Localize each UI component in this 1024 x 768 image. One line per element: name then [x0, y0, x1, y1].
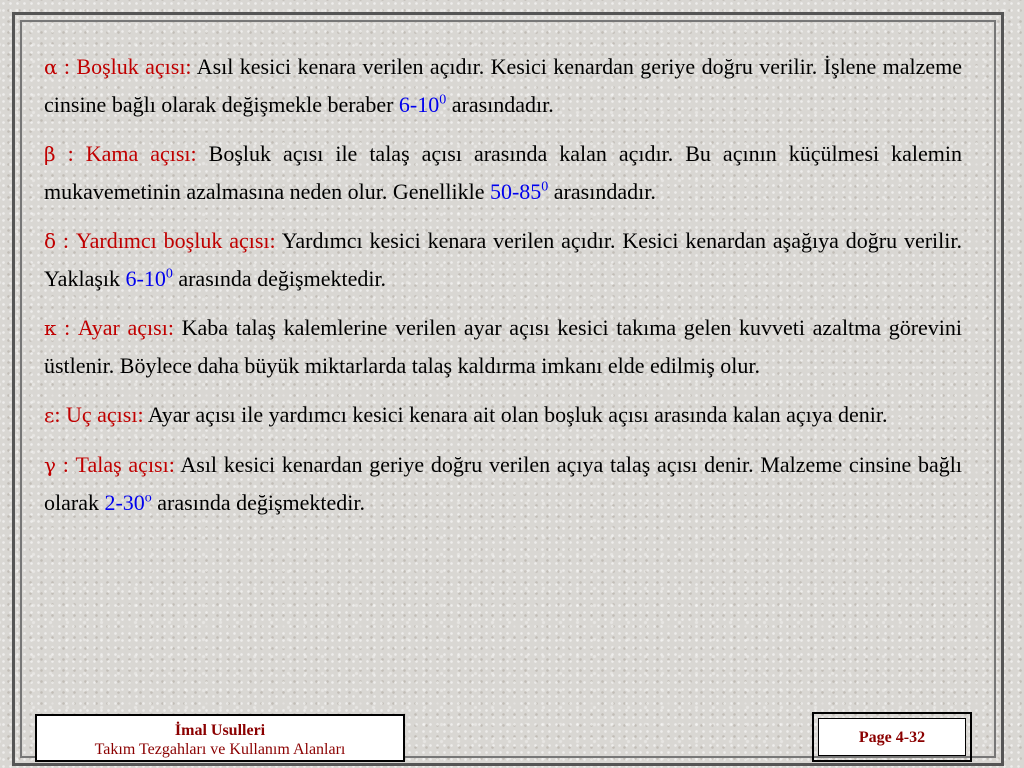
- paragraph-text: Yardımcı kesici kenara verilen açıdır. Kesici kenardan aşağıya doğru verilir. Yaklaşık: [44, 228, 962, 291]
- delta-symbol: δ: [44, 229, 57, 253]
- term-label: Talaş açısı:: [68, 452, 175, 477]
- angle-range-superscript: 0: [165, 266, 173, 282]
- term-label: Boşluk açısı:: [70, 54, 192, 79]
- paragraph-alpha: [44, 48, 962, 123]
- paragraph-epsilon: [44, 396, 962, 434]
- term-label: Yardımcı boşluk açısı:: [69, 228, 276, 253]
- epsilon-symbol: ε: [44, 403, 55, 427]
- beta-symbol: β: [44, 142, 56, 166]
- paragraph-text: Boşluk açısı ile talaş açısı arasında kalan açıdır. Bu açının küçülmesi kalemin mukavemetinin azalmasına neden olur. Genellikle: [44, 141, 962, 204]
- angle-range-value: 6-10: [125, 266, 166, 291]
- course-subtitle: Takım Tezgahları ve Kullanım Alanları: [94, 741, 346, 758]
- paragraph-text-end: arasında değişmektedir.: [172, 266, 387, 291]
- paragraph-colon: :: [55, 452, 69, 477]
- paragraph-beta: [44, 135, 962, 210]
- term-label: Ayar açısı:: [70, 315, 174, 340]
- paragraph-colon: :: [54, 402, 61, 427]
- paragraph-text-end: arasındadır.: [446, 92, 554, 117]
- paragraph-colon: :: [57, 54, 71, 79]
- angle-range-superscript: 0: [439, 92, 447, 108]
- paragraph-text: Asıl kesici kenara verilen açıdır. Kesici kenardan geriye doğru verilir. İşlene malzeme cinsine bağlı olarak değişmekle beraber: [44, 54, 962, 117]
- paragraph-text: Asıl kesici kenardan geriye doğru verilen açıya talaş açısı denir. Malzeme cinsine bağlı olarak: [44, 452, 962, 515]
- footer-page-box: [812, 712, 972, 762]
- gamma-symbol: γ: [44, 453, 56, 477]
- angle-range-value: 6-10: [398, 92, 440, 117]
- paragraph-text: Kaba talaş kalemlerine verilen ayar açısı kesici takıma gelen kuvveti azaltma görevini üstlenir. Böylece daha büyük miktarlarda talaş kaldırma imkanı elde edilmiş olur.: [44, 315, 963, 378]
- term-label: Kama açısı:: [73, 141, 197, 166]
- angle-range-superscript: 0: [541, 179, 549, 195]
- alpha-symbol: α: [44, 55, 58, 79]
- footer-course-box: [35, 714, 405, 762]
- paragraph-colon: :: [56, 315, 71, 340]
- paragraph-text: Ayar açısı ile yardımcı kesici kenara ait olan boşluk açısı arasında kalan açıya denir.: [143, 402, 888, 427]
- term-label: Uç açısı:: [60, 402, 144, 427]
- paragraph-text-end: arasındadır.: [548, 179, 656, 204]
- paragraph-gamma: [44, 446, 962, 521]
- paragraph-colon: :: [55, 141, 74, 166]
- paragraph-text-end: arasında değişmektedir.: [151, 490, 366, 515]
- kappa-symbol: κ: [44, 316, 57, 340]
- angle-range-superscript: o: [144, 490, 152, 506]
- slide-body: [44, 48, 962, 533]
- paragraph-colon: :: [56, 228, 70, 253]
- angle-range-value: 2-30: [104, 490, 145, 515]
- angle-range-value: 50-85: [489, 179, 542, 204]
- paragraph-kappa: [44, 309, 962, 384]
- page-number: Page 4-32: [818, 718, 966, 756]
- paragraph-delta: [44, 222, 962, 297]
- course-title: İmal Usulleri: [174, 722, 266, 739]
